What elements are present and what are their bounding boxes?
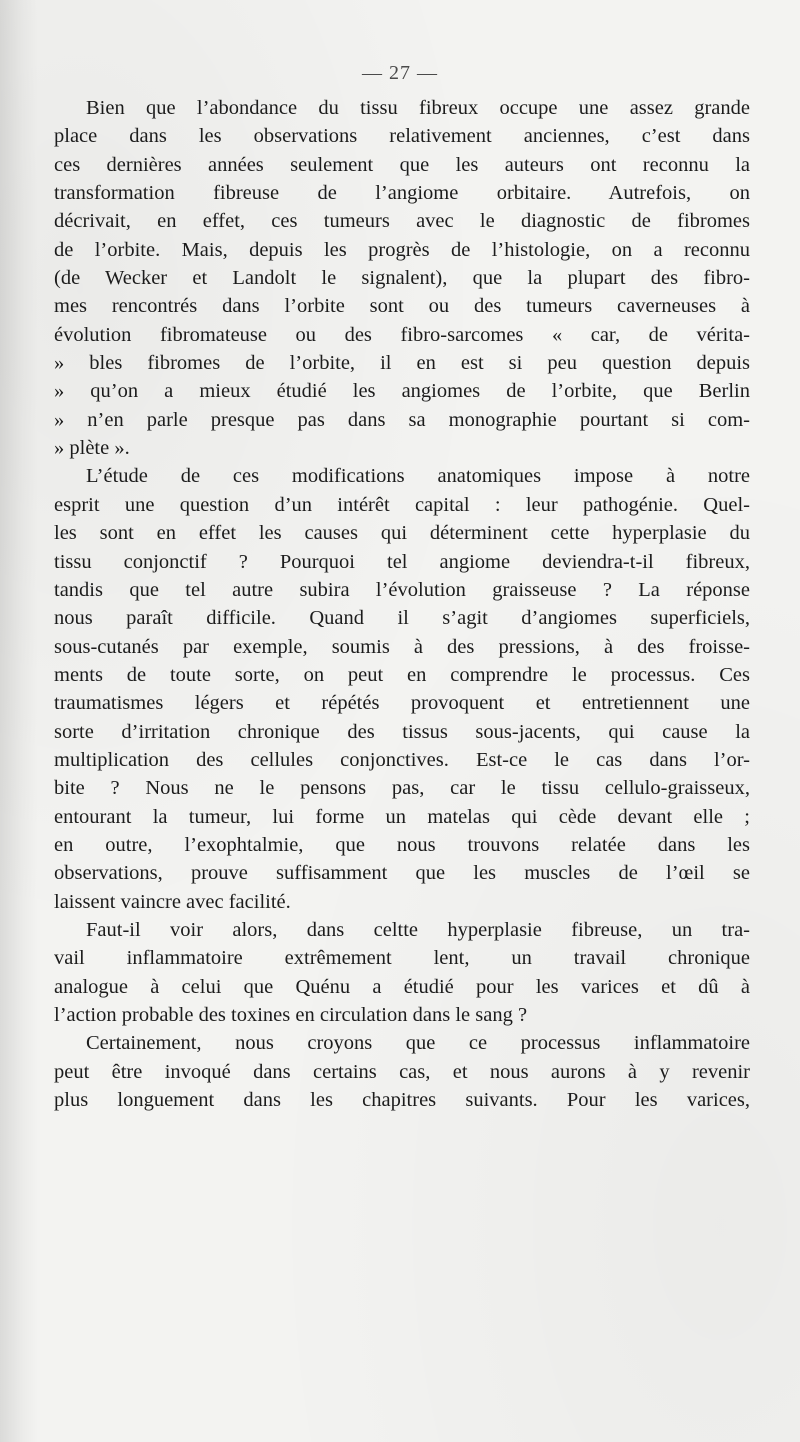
page-number: — 27 — — [362, 62, 438, 84]
text-line: ces dernières années seulement que les auteurs ont reconnu la — [54, 153, 750, 176]
text-line: sorte d’irritation chronique des tissus sous-jacents, qui cause la — [54, 720, 750, 743]
text-line: ments de toute sorte, on peut en comprendre le processus. Ces — [54, 663, 750, 686]
binding-shadow — [0, 0, 38, 1442]
text-line: » bles fibromes de l’orbite, il en est si peu question depuis — [54, 352, 750, 375]
text-line: nous paraît difficile. Quand il s’agit d’angiomes superficiels, — [54, 607, 750, 630]
text-line: décrivait, en effet, ces tumeurs avec le diagnostic de fibromes — [54, 210, 750, 233]
text-line: évolution fibromateuse ou des fibro-sarcomes « car, de vérita- — [54, 323, 750, 346]
text-line: Bien que l’abondance du tissu fibreux occupe une assez grande — [86, 97, 750, 119]
text-line: plus longuement dans les chapitres suivants. Pour les varices, — [54, 1089, 750, 1112]
text-line: mes rencontrés dans l’orbite sont ou des tumeurs caverneuses à — [54, 295, 750, 318]
text-line: » plète ». — [54, 437, 130, 460]
text-line: sous-cutanés par exemple, soumis à des pressions, à des froisse- — [54, 635, 750, 658]
text-line: place dans les observations relativement anciennes, c’est dans — [54, 125, 750, 148]
text-line: laissent vaincre avec facilité. — [54, 890, 291, 913]
text-line: vail inflammatoire extrêmement lent, un travail chronique — [54, 947, 750, 970]
body-text — [54, 94, 750, 1114]
text-line: de l’orbite. Mais, depuis les progrès de l’histologie, on a reconnu — [54, 238, 750, 261]
text-line: (de Wecker et Landolt le signalent), que la plupart des fibro- — [54, 267, 750, 290]
text-line: analogue à celui que Quénu a étudié pour les varices et dû à — [54, 975, 750, 998]
text-line: tissu conjonctif ? Pourquoi tel angiome deviendra-t-il fibreux, — [54, 550, 750, 573]
text-line: peut être invoqué dans certains cas, et nous aurons à y revenir — [54, 1060, 750, 1083]
text-line: transformation fibreuse de l’angiome orbitaire. Autrefois, on — [54, 182, 750, 205]
text-line: Certainement, nous croyons que ce processus inflammatoire — [86, 1032, 750, 1055]
text-line: entourant la tumeur, lui forme un matelas qui cède devant elle ; — [54, 805, 750, 828]
text-line: en outre, l’exophtalmie, que nous trouvons relatée dans les — [54, 833, 750, 856]
text-line: L’étude de ces modifications anatomiques impose à notre — [86, 465, 750, 488]
text-line: observations, prouve suffisamment que les muscles de l’œil se — [54, 862, 750, 885]
text-line: bite ? Nous ne le pensons pas, car le tissu cellulo-graisseux, — [54, 777, 750, 800]
text-line: » qu’on a mieux étudié les angiomes de l’orbite, que Berlin — [54, 380, 750, 403]
text-line: Faut-il voir alors, dans celtte hyperplasie fibreuse, un tra- — [86, 918, 750, 941]
text-line: tandis que tel autre subira l’évolution graisseuse ? La réponse — [54, 578, 750, 601]
text-line: l’action probable des toxines en circulation dans le sang ? — [54, 1004, 528, 1026]
text-line: les sont en effet les causes qui déterminent cette hyperplasie du — [54, 522, 750, 545]
text-line: esprit une question d’un intérêt capital : leur pathogénie. Quel- — [54, 493, 750, 516]
text-line: » n’en parle presque pas dans sa monographie pourtant si com- — [54, 408, 750, 431]
text-line: multiplication des cellules conjonctives. Est-ce le cas dans l’or- — [54, 748, 750, 771]
text-line: traumatismes légers et répétés provoquent et entretiennent une — [54, 692, 750, 715]
